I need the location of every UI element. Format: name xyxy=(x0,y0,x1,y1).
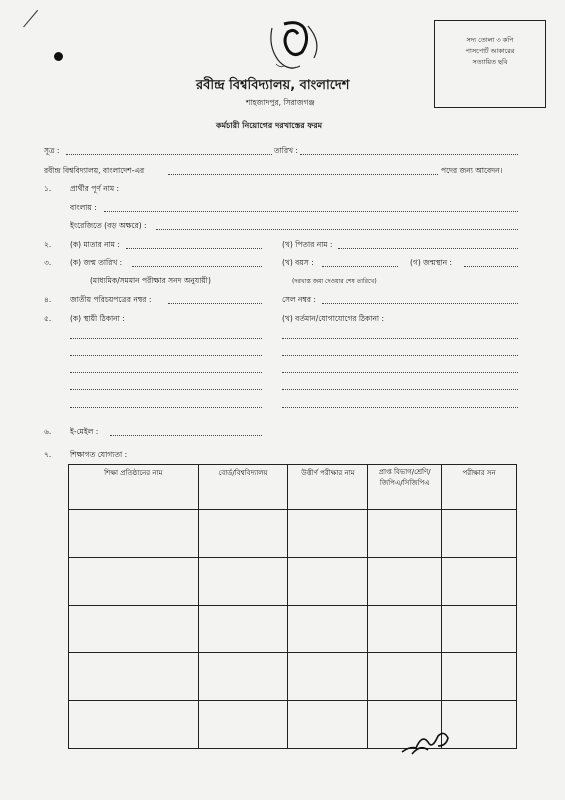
photo-line-1: সদ্য তোলা ৩ কপি xyxy=(466,36,514,44)
table-cell[interactable] xyxy=(442,653,517,701)
table-cell[interactable] xyxy=(442,557,517,605)
table-cell[interactable] xyxy=(442,510,517,558)
age-note: (দরখাস্ত জমা দেওয়ার শেষ তারিখে) xyxy=(292,278,377,285)
item-number-5: ৫. xyxy=(44,314,52,323)
table-cell[interactable] xyxy=(69,701,199,749)
table-cell[interactable] xyxy=(69,653,199,701)
present-address-line[interactable] xyxy=(282,372,518,373)
photo-box xyxy=(434,20,546,108)
punch-hole xyxy=(54,52,63,61)
photo-line-3: সত্যায়িত ছবি xyxy=(472,58,508,66)
birthplace-field[interactable] xyxy=(464,266,518,267)
item-number-6: ৬. xyxy=(44,427,52,436)
email-field[interactable] xyxy=(110,435,262,436)
present-address-label: (খ) বর্তমান/যোগাযোগের ঠিকানা : xyxy=(282,314,385,323)
photo-line-2: পাসপোর্ট আকারের xyxy=(465,47,515,55)
table-cell[interactable] xyxy=(198,653,288,701)
table-cell[interactable] xyxy=(198,557,288,605)
present-address-line[interactable] xyxy=(282,355,518,356)
post-field[interactable] xyxy=(168,174,438,175)
table-cell[interactable] xyxy=(198,701,288,749)
table-cell[interactable] xyxy=(442,605,517,653)
permanent-address-line[interactable] xyxy=(70,389,262,390)
table-cell[interactable] xyxy=(69,557,199,605)
nid-field[interactable] xyxy=(168,303,262,304)
full-name-label: প্রার্থীর পূর্ণ নাম : xyxy=(70,184,120,193)
item-number-4: ৪. xyxy=(44,295,52,304)
table-cell[interactable] xyxy=(69,510,199,558)
table-cell[interactable] xyxy=(368,653,442,701)
table-cell[interactable] xyxy=(288,510,368,558)
date-label: তারিখ : xyxy=(274,146,298,155)
mobile-label: সেল নম্বর : xyxy=(282,295,316,304)
ref-label: সূত্র : xyxy=(44,146,60,155)
email-label: ই-মেইল : xyxy=(70,427,99,436)
form-title: কর্মচারী নিয়োগের দরখাস্তের ফরম xyxy=(216,121,323,130)
table-cell[interactable] xyxy=(288,701,368,749)
present-address-line[interactable] xyxy=(282,389,518,390)
father-name-field[interactable] xyxy=(338,248,518,249)
english-name-field[interactable] xyxy=(156,229,518,230)
signature xyxy=(398,724,454,758)
header-board: বোর্ড/বিশ্ববিদ্যালয় xyxy=(198,465,288,510)
mobile-field[interactable] xyxy=(322,303,518,304)
table-row xyxy=(69,653,517,701)
university-logo xyxy=(258,18,330,78)
permanent-address-label: (ক) স্থায়ী ঠিকানা : xyxy=(70,314,125,323)
mother-name-field[interactable] xyxy=(126,248,262,249)
education-table xyxy=(68,464,517,749)
table-cell[interactable] xyxy=(288,557,368,605)
bangla-name-field[interactable] xyxy=(104,211,518,212)
university-name: রবীন্দ্র বিশ্ববিদ্যালয়, বাংলাদেশ xyxy=(196,78,350,93)
table-header-row xyxy=(69,465,517,510)
dob-field[interactable] xyxy=(132,266,262,267)
univ-prefix-label: রবীন্দ্র বিশ্ববিদ্যালয়, বাংলাদেশ-এর xyxy=(44,166,145,175)
header-year: পরীক্ষার সন xyxy=(442,465,517,510)
present-address-line[interactable] xyxy=(282,407,518,408)
age-label: (খ) বয়স : xyxy=(282,258,314,267)
english-label: ইংরেজিতে (বড় অক্ষরে) : xyxy=(70,221,147,230)
table-cell[interactable] xyxy=(288,605,368,653)
ref-field[interactable] xyxy=(66,154,272,155)
permanent-address-line[interactable] xyxy=(70,407,262,408)
father-name-label: (খ) পিতার নাম : xyxy=(282,240,333,249)
university-location: শাহজাদপুর, সিরাজগঞ্জ xyxy=(246,98,315,107)
date-field[interactable] xyxy=(300,154,518,155)
post-suffix-label: পদের জন্য আবেদন। xyxy=(441,166,503,175)
table-row xyxy=(69,605,517,653)
education-label: শিক্ষাগত যোগ্যতা : xyxy=(70,450,128,459)
table-cell[interactable] xyxy=(288,653,368,701)
item-number-2: ২. xyxy=(44,240,52,249)
table-cell[interactable] xyxy=(368,605,442,653)
item-number-1: ১. xyxy=(44,184,52,193)
dob-note: (মাধ্যমিক/সমমান পরীক্ষার সনদ অনুযায়ী) xyxy=(90,276,211,285)
table-row xyxy=(69,557,517,605)
birthplace-label: (গ) জন্মস্থান : xyxy=(410,258,453,267)
dob-label: (ক) জন্ম তারিখ : xyxy=(70,258,123,267)
item-number-3: ৩. xyxy=(44,258,52,267)
permanent-address-line[interactable] xyxy=(70,372,262,373)
bangla-label: বাংলায় : xyxy=(70,203,97,212)
header-exam: উত্তীর্ণ পরীক্ষার নাম xyxy=(288,465,368,510)
table-cell[interactable] xyxy=(69,605,199,653)
permanent-address-line[interactable] xyxy=(70,355,262,356)
header-institution: শিক্ষা প্রতিষ্ঠানের নাম xyxy=(69,465,199,510)
present-address-line[interactable] xyxy=(282,338,518,339)
table-row xyxy=(69,510,517,558)
age-field[interactable] xyxy=(322,266,398,267)
table-cell[interactable] xyxy=(198,510,288,558)
pen-mark xyxy=(23,10,39,28)
item-number-7: ৭. xyxy=(44,450,52,459)
table-cell[interactable] xyxy=(368,510,442,558)
mother-name-label: (ক) মাতার নাম : xyxy=(70,240,120,249)
nid-label: জাতীয় পরিচয়পত্রের নম্বর : xyxy=(70,295,152,304)
table-cell[interactable] xyxy=(198,605,288,653)
header-result: প্রাপ্ত বিভাগ/শ্রেণি/ জিপিএ/সিজিপিএ xyxy=(368,465,442,510)
permanent-address-line[interactable] xyxy=(70,338,262,339)
table-cell[interactable] xyxy=(368,557,442,605)
